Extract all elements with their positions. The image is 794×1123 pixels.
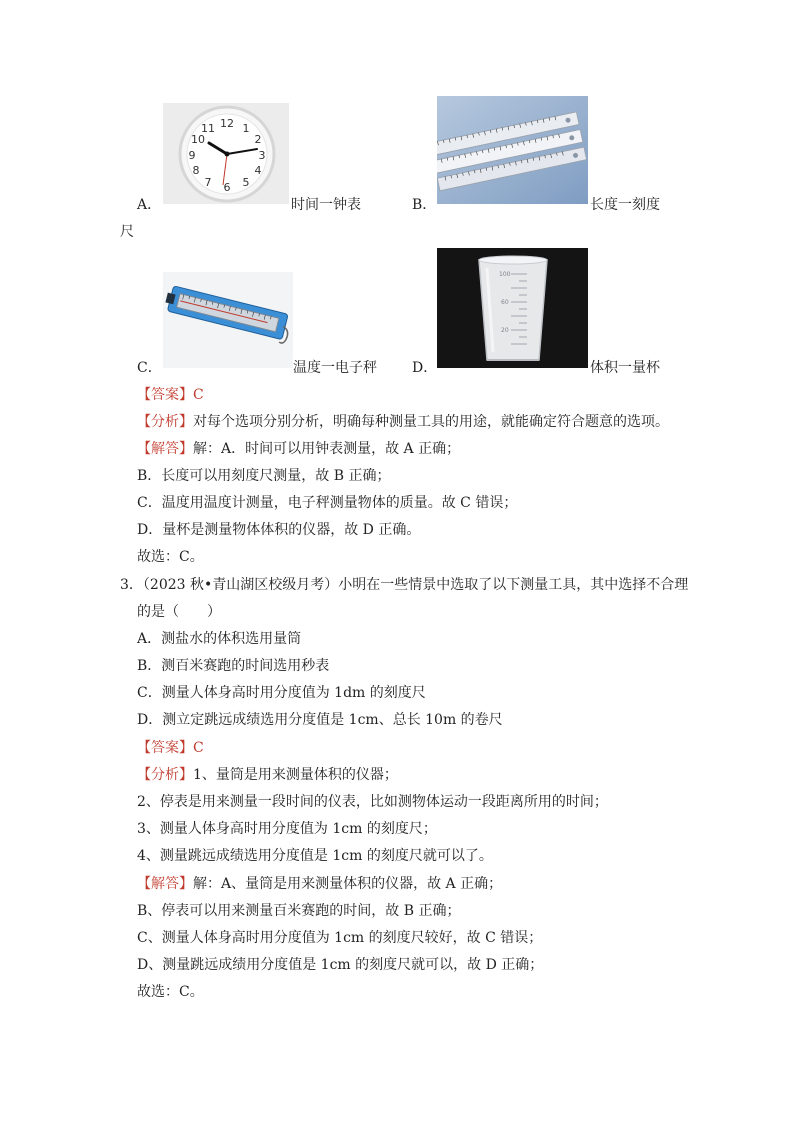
option-b-caption: 长度一刻度	[590, 197, 660, 213]
q3-analysis-line: 2、停表是用来测量一段时间的仪表，比如测物体运动一段距离所用的时间；	[137, 794, 608, 810]
option-a-caption: 时间一钟表	[291, 197, 361, 213]
q2-solution-line: C．温度用温度计测量，电子秤测量物体的质量。故 C 错误；	[137, 495, 518, 511]
svg-text:8: 8	[192, 164, 200, 177]
svg-text:4: 4	[254, 164, 262, 177]
svg-text:20: 20	[501, 327, 509, 334]
q3-final-choice: 故选：C。	[137, 984, 204, 1000]
q2-solution-line: D．量杯是测量物体体积的仪器，故 D 正确。	[137, 522, 421, 538]
q2-solution-line: B．长度可以用刻度尺测量，故 B 正确；	[137, 468, 391, 484]
q3-solution-label: 【解答】	[137, 876, 193, 892]
svg-text:5: 5	[242, 176, 250, 189]
q3-stem: 3．（2023 秋•青山湖区校级月考）小明在一些情景中选取了以下测量工具，其中选择不合理	[120, 577, 689, 593]
svg-text:3: 3	[258, 149, 266, 162]
option-d-letter: D．	[412, 360, 438, 376]
q3-analysis-line: 4、测量跳远成绩选用分度值是 1cm 的刻度尺就可以了。	[137, 848, 493, 864]
q3-solution-line: B、停表可以用来测量百米赛跑的时间，故 B 正确；	[137, 903, 461, 919]
q3-option-b: B．测百米赛跑的时间选用秒表	[137, 658, 330, 674]
clock-photo-icon	[163, 103, 289, 204]
q3-solution-line: D、测量跳远成绩用分度值是 1cm 的刻度尺就可以，故 D 正确；	[137, 957, 544, 973]
ruler-photo-icon	[437, 96, 588, 204]
q2-answer-label: 【答案】	[137, 387, 193, 403]
option-d-caption: 体积一量杯	[590, 360, 660, 376]
q2-final-choice: 故选：C。	[137, 549, 204, 565]
q3-answer	[137, 739, 204, 757]
q2-analysis	[137, 413, 669, 431]
q2-solution-line: 【解答】解：A．时间可以用钟表测量，故 A 正确；	[137, 441, 461, 457]
spring-scale-photo-icon	[163, 272, 293, 368]
q2-solution-label: 【解答】	[137, 441, 193, 457]
option-c-caption: 温度一电子秤	[293, 360, 377, 376]
q3-option-a: A．测盐水的体积选用量筒	[137, 631, 302, 647]
q3-answer-label: 【答案】	[137, 740, 193, 756]
q2-answer	[137, 386, 204, 404]
q3-solution-line: C、测量人体身高时用分度值为 1cm 的刻度尺较好，故 C 错误；	[137, 930, 543, 946]
svg-text:9: 9	[188, 149, 196, 162]
q3-analysis-label: 【分析】	[137, 767, 193, 783]
q3-solution-line: 【解答】解：A、量筒是用来测量体积的仪器，故 A 正确；	[137, 876, 503, 892]
q2-analysis-text: 对每个选项分别分析，明确每种测量工具的用途，就能确定符合题意的选项。	[193, 414, 669, 430]
q2-answer-value: C	[193, 387, 204, 403]
svg-text:11: 11	[201, 122, 215, 135]
svg-text:7: 7	[204, 176, 212, 189]
q3-option-d: D．测立定跳远成绩选用分度值是 1cm、总长 10m 的卷尺	[137, 712, 503, 728]
svg-text:6: 6	[223, 181, 231, 194]
q3-answer-value: C	[193, 740, 204, 756]
q2-analysis-label: 【分析】	[137, 414, 193, 430]
measuring-cup-photo-icon	[437, 248, 588, 368]
option-b-letter: B．	[412, 197, 437, 213]
option-a-letter: A．	[137, 197, 162, 213]
q3-stem-cont: 的是（ ）	[137, 604, 221, 620]
option-b-caption-cont: 尺	[120, 224, 134, 240]
svg-text:60: 60	[501, 299, 509, 306]
q3-option-c: C．测量人体身高时用分度值为 1dm 的刻度尺	[137, 685, 426, 701]
svg-text:1: 1	[242, 122, 250, 135]
svg-text:100: 100	[499, 271, 511, 278]
svg-text:10: 10	[191, 133, 205, 146]
q3-analysis: 【分析】1、量筒是用来测量体积的仪器；	[137, 767, 398, 783]
svg-text:12: 12	[220, 117, 234, 130]
svg-text:2: 2	[254, 133, 262, 146]
q3-analysis-line: 3、测量人体身高时用分度值为 1cm 的刻度尺；	[137, 821, 437, 837]
option-c-letter: C．	[137, 360, 162, 376]
